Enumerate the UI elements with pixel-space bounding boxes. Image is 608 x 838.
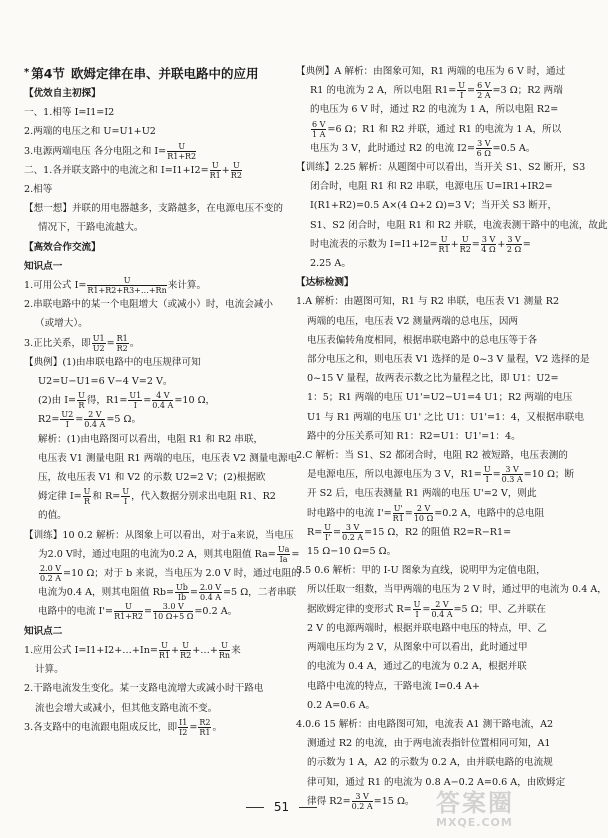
text-segment: 电压为 3 V，此时通过 R2 的电流 I2= bbox=[310, 142, 476, 154]
text-segment: 为2.0 V时，通过电阻的电流为0.2 A，则其电阻值 Ra= bbox=[38, 548, 276, 560]
fraction bbox=[60, 410, 74, 429]
fraction bbox=[483, 465, 492, 484]
text-segment: =15 Ω。 bbox=[373, 795, 415, 807]
numerator: 3 V bbox=[352, 792, 373, 802]
answer-line: 流也会增大或减小，但其他支路电流不变。 bbox=[35, 702, 218, 714]
numerator: U bbox=[87, 276, 166, 286]
answer-line: 2.相等 bbox=[24, 184, 53, 196]
answer-line: I(R1+R2)=0.5 A×(4 Ω+2 Ω)=3 V；当开关 S3 断开， bbox=[310, 200, 558, 212]
denominator: 6 Ω bbox=[476, 148, 491, 158]
text-segment: =10 Ω；断 bbox=[523, 469, 575, 481]
numerator: 3 V bbox=[481, 234, 496, 244]
fraction bbox=[39, 564, 62, 583]
answer-line bbox=[24, 602, 286, 621]
answer-line: （或增大）。 bbox=[35, 318, 88, 330]
answer-line: 2 V 的电源两端时，根据并联电路中电压的特点，甲、乙 bbox=[307, 622, 547, 634]
answer-line bbox=[296, 139, 554, 158]
denominator: 2 A bbox=[477, 91, 491, 101]
section-title bbox=[24, 64, 286, 82]
section-title-text: 欧姆定律在串、并联电路中的应用 bbox=[70, 66, 259, 81]
numerator: 6 V bbox=[477, 81, 491, 91]
text-segment: =3 Ω；R2 两端 bbox=[492, 85, 563, 97]
denominator: 0.4 A bbox=[84, 420, 106, 430]
fraction bbox=[323, 523, 332, 542]
text-segment: = bbox=[492, 469, 501, 481]
denominator: R1 bbox=[392, 513, 404, 523]
numerator: U bbox=[231, 161, 242, 171]
text-segment: ，代入数据分别求出电阻 R1、R2 bbox=[131, 491, 276, 503]
denominator: Rn bbox=[218, 650, 231, 660]
text-segment: + bbox=[221, 164, 230, 176]
answer-line bbox=[24, 410, 286, 429]
fraction bbox=[231, 161, 242, 180]
fraction bbox=[476, 81, 491, 100]
fraction bbox=[414, 504, 433, 523]
text-segment: 3.正比关系，即 bbox=[24, 337, 91, 349]
fraction bbox=[180, 641, 191, 660]
denominator: 4 Ω bbox=[481, 244, 496, 254]
answer-line: 两端电压均为 2 V，从图象中可以看出，此时通过甲 bbox=[307, 642, 528, 654]
numerator: U bbox=[219, 641, 230, 651]
text-segment: =5 Ω；甲、乙并联在 bbox=[453, 603, 546, 615]
fraction bbox=[210, 161, 221, 180]
text-segment: 来 bbox=[231, 644, 241, 656]
answer-line: 情况下，干路电流越大。 bbox=[38, 222, 144, 234]
watermark-url: MXQE.COM bbox=[436, 816, 513, 829]
fraction bbox=[152, 391, 173, 410]
text-segment: 1.应用公式 I=I1+I2+…+In= bbox=[24, 644, 158, 656]
text-segment: 。 bbox=[129, 337, 140, 349]
text-segment: = bbox=[422, 603, 431, 615]
text-segment: 来计算。 bbox=[167, 280, 207, 292]
answer-line: 【训练】2.25 解析：从题图中可以看出，当开关 S1、S2 断开，S3 bbox=[296, 162, 586, 174]
text-segment: 姆定律 I= bbox=[38, 491, 82, 503]
page-number-dash-right bbox=[299, 807, 317, 808]
fraction bbox=[198, 718, 211, 737]
numerator: U bbox=[83, 487, 91, 497]
fraction bbox=[178, 718, 188, 737]
fraction bbox=[153, 602, 193, 621]
text-segment: 。 bbox=[212, 721, 223, 733]
fraction bbox=[393, 504, 404, 523]
answer-line bbox=[24, 161, 286, 180]
denominator: R1+R2+R3+…+Rn bbox=[87, 286, 167, 296]
denominator: I bbox=[460, 91, 464, 101]
fraction bbox=[277, 545, 291, 564]
answer-line: 1：5；R1 两端的电压 U1'=U2−U1=4 U1；R2 两端的电压 bbox=[307, 392, 573, 404]
denominator: 0.2 A bbox=[40, 574, 62, 584]
fraction bbox=[460, 235, 471, 254]
answer-line: 【训练】10 0.2 解析：从图象上可以看出，对于a来说，当电压 bbox=[24, 529, 294, 541]
answer-line bbox=[296, 465, 575, 485]
numerator: U bbox=[159, 641, 170, 651]
answer-line: 【想一想】并联的用电器越多，支路越多，在电源电压不变的 bbox=[24, 203, 284, 215]
text-segment: + bbox=[171, 644, 180, 656]
answer-line: U1 与 R1 两端的电压 U1' 之比 U1：U1'=1：4，又根据串联电 bbox=[307, 411, 584, 423]
denominator: 0.2 A bbox=[342, 532, 364, 542]
answer-line: 2.串联电路中的某一个电阻增大（或减小）时，电流会减小 bbox=[24, 299, 273, 311]
answer-line bbox=[24, 544, 300, 564]
numerator: U bbox=[180, 641, 191, 651]
section-number: 第4节 bbox=[31, 66, 65, 81]
denominator: 1 A bbox=[312, 129, 326, 139]
denominator: R2 bbox=[116, 343, 128, 353]
numerator: I1 bbox=[179, 717, 188, 727]
answer-line bbox=[296, 119, 562, 139]
text-segment: 时电路中的电流 I'= bbox=[307, 507, 392, 519]
text-segment: R2= bbox=[38, 414, 60, 426]
text-segment: 3.各支路中的电流跟电阻成反比，即 bbox=[24, 721, 178, 733]
answer-line: 解析：(1)由电路图可以看出，电阻 R1 和 R2 串联， bbox=[38, 433, 264, 445]
text-segment: = bbox=[404, 507, 413, 519]
text-segment: (2)由 I= bbox=[38, 395, 77, 407]
fraction bbox=[311, 120, 326, 139]
fraction bbox=[431, 600, 452, 619]
answer-line bbox=[296, 235, 554, 254]
numerator: U1 bbox=[92, 333, 105, 343]
page-number-dash-left bbox=[246, 807, 264, 808]
fraction bbox=[121, 487, 130, 506]
numerator: U2 bbox=[61, 410, 74, 420]
answer-line: U2=U−U1=6 V−4 V=2 V。 bbox=[38, 376, 173, 388]
numerator: R2 bbox=[199, 717, 211, 727]
text-segment: =0.5 A。 bbox=[492, 142, 536, 154]
denominator: R bbox=[78, 401, 85, 411]
answer-line: 电压表偏转角度相同，根据串联电路中的总电压等于各 bbox=[307, 334, 538, 346]
numerator: 3 V bbox=[507, 234, 521, 244]
text-segment: 律得 R2= bbox=[307, 795, 351, 807]
answer-line: 所以任取一组数，当甲两端的电压为 2 V 时，通过甲的电流为 0.4 A， bbox=[307, 584, 607, 596]
answer-line bbox=[24, 487, 286, 506]
numerator: U bbox=[458, 81, 466, 91]
denominator: 0.2 A bbox=[351, 801, 373, 811]
numerator: 3 V bbox=[502, 465, 523, 475]
fraction bbox=[87, 276, 166, 295]
text-segment: = bbox=[291, 548, 300, 560]
answer-line bbox=[296, 523, 554, 542]
fraction bbox=[219, 641, 230, 660]
text-segment: = bbox=[75, 414, 84, 426]
denominator: I bbox=[65, 420, 69, 430]
denominator: I bbox=[124, 497, 128, 507]
answer-line: 路中的分压关系可知 R1：R2=U1：U1'=1：4。 bbox=[307, 430, 521, 442]
answer-line: 部分电压之和，则电压表 V1 选择的是 0~3 V 量程，V2 选择的是 bbox=[307, 354, 590, 366]
fraction bbox=[342, 523, 363, 542]
fraction bbox=[439, 235, 450, 254]
fraction bbox=[413, 600, 422, 619]
fraction bbox=[116, 334, 129, 353]
answer-line: 计算。 bbox=[35, 664, 64, 676]
answer-line bbox=[24, 583, 297, 603]
fraction bbox=[159, 641, 170, 660]
fraction bbox=[92, 334, 106, 353]
numerator: Ua bbox=[277, 544, 290, 554]
text-segment: R1 的电流为 2 A，所以电阻 R1= bbox=[310, 85, 457, 97]
fraction bbox=[481, 235, 496, 254]
knowledge-point-2: 知识点二 bbox=[24, 625, 63, 637]
text-segment: = bbox=[106, 337, 115, 349]
text-segment: 1.可用公式 I= bbox=[24, 280, 87, 292]
heading-preview: 【优效自主初探】 bbox=[24, 88, 101, 99]
answer-line: 电路中电流的特点，干路电流 I=0.4 A+ bbox=[307, 680, 480, 692]
text-segment: = bbox=[144, 606, 153, 618]
fraction bbox=[114, 602, 143, 621]
denominator: 10 Ω+5 Ω bbox=[153, 612, 194, 622]
text-segment: =5 Ω。 bbox=[106, 414, 142, 426]
denominator: Ib bbox=[177, 593, 187, 603]
numerator: U bbox=[439, 235, 450, 245]
denominator: R2 bbox=[180, 650, 192, 660]
text-segment: 是电源电压，所以电源电压为 3 V，R1= bbox=[307, 469, 482, 481]
answer-line bbox=[24, 276, 286, 295]
answer-line: 闭合时，电阻 R1 和 R2 串联，电源电压 U=IR1+IR2= bbox=[310, 181, 553, 193]
denominator: 0.3 A bbox=[501, 475, 523, 485]
text-segment: = bbox=[467, 85, 476, 97]
right-column bbox=[296, 62, 608, 811]
text-segment: =6 Ω；R1 和 R2 并联，通过 R1 的电流为 1 A，所以 bbox=[327, 123, 562, 135]
answer-line bbox=[24, 142, 286, 161]
answer-line bbox=[296, 81, 563, 101]
section-star: * bbox=[24, 67, 30, 78]
text-segment: = bbox=[471, 238, 480, 250]
text-segment: R= bbox=[307, 526, 323, 538]
numerator: 3 V bbox=[342, 523, 363, 533]
answer-line: 一、1.相等 I=I1=I2 bbox=[24, 107, 115, 119]
text-segment: + bbox=[497, 238, 506, 250]
denominator: 10 Ω bbox=[413, 513, 434, 523]
denominator: I bbox=[133, 401, 137, 411]
denominator: 0.4 A bbox=[431, 609, 453, 619]
text-segment: =0.2 A。 bbox=[194, 606, 238, 618]
answer-line: 1.A 解析：由题图可知，R1 与 R2 串联，电压表 V1 测量 R2 bbox=[296, 296, 560, 308]
answer-line: 3.5 0.6 解析：甲的 I-U 图象为直线，说明甲为定值电阻， bbox=[296, 565, 546, 577]
denominator: 0.4 A bbox=[199, 593, 222, 603]
text-segment: = bbox=[189, 587, 198, 599]
text-segment: =10 Ω， bbox=[174, 395, 216, 407]
text-segment: = bbox=[522, 238, 531, 250]
answer-line: 的示数为 1 A，A2 的示数为 0.2 A，由并联电路的电流规 bbox=[307, 757, 553, 769]
text-segment: 电路中的电流 I'= bbox=[38, 606, 114, 618]
text-segment: = bbox=[143, 395, 152, 407]
text-segment: =5 Ω，二者串联 bbox=[223, 587, 297, 599]
answer-line bbox=[24, 334, 286, 353]
answer-line: 开 S2 后，电压表测量 R1 两端的电压 U'=2 V，则此 bbox=[307, 488, 537, 500]
numerator: 2 V bbox=[431, 600, 452, 610]
answer-line: 2.25 A。 bbox=[310, 258, 351, 270]
answer-line: 的电流为 0.4 A，通过乙的电流为 0.2 A，根据并联 bbox=[307, 661, 527, 673]
answer-line: 4.0.6 15 解析：由电路图可知，电流表 A1 测干路电流，A2 bbox=[296, 718, 554, 730]
fraction bbox=[476, 139, 491, 158]
denominator: R bbox=[84, 497, 91, 507]
answer-line: 2.C 解析：当 S1、S2 都闭合时，电阻 R2 被短路，电压表测的 bbox=[296, 450, 568, 462]
numerator: 3.0 V bbox=[153, 602, 193, 612]
text-segment: =10 Ω；对于 b 来说，当电压为 2.0 V 时，通过电阻的 bbox=[63, 568, 301, 580]
watermark-logo bbox=[436, 790, 556, 834]
denominator: R1+R2 bbox=[114, 612, 144, 622]
numerator: U bbox=[483, 465, 491, 475]
text-segment: 二、1.各并联支路中的电流之和 I=I1+I2= bbox=[24, 164, 209, 176]
numerator: 4 V bbox=[152, 391, 173, 401]
text-segment: 得，R1= bbox=[86, 395, 128, 407]
watermark-text: 答案圈 bbox=[436, 789, 514, 817]
numerator: R1 bbox=[116, 333, 128, 343]
answer-line bbox=[24, 718, 286, 737]
fraction bbox=[457, 81, 466, 100]
knowledge-point-1: 知识点一 bbox=[24, 260, 63, 272]
denominator: R1 bbox=[199, 727, 211, 737]
fraction bbox=[128, 391, 142, 410]
answer-line: 的电压为 6 V 时，通过 R2 的电流为 1 A，所以电阻 R2= bbox=[310, 104, 559, 116]
numerator: 3 V bbox=[477, 138, 491, 148]
left-column bbox=[24, 84, 301, 737]
numerator: 6 V bbox=[312, 119, 326, 129]
numerator: U1 bbox=[129, 391, 142, 401]
numerator: U bbox=[78, 391, 85, 401]
denominator: Ia bbox=[279, 554, 288, 564]
answer-line bbox=[24, 391, 286, 410]
numerator: U bbox=[114, 602, 143, 612]
numerator: 2.0 V bbox=[199, 583, 222, 593]
answer-line: 测通过 R2 的电流，由于两电流表指针位置相同可知，A1 bbox=[307, 738, 551, 750]
answer-line: 2.两端的电压之和 U=U1+U2 bbox=[24, 126, 156, 138]
text-segment: 时电流表的示数为 I=I1+I2= bbox=[310, 238, 438, 250]
fraction bbox=[506, 235, 521, 254]
numerator: U bbox=[210, 161, 221, 171]
denominator: R1 bbox=[158, 650, 171, 660]
text-segment: 据欧姆定律的变形式 R= bbox=[307, 603, 412, 615]
numerator: 2 V bbox=[84, 410, 105, 420]
fraction bbox=[175, 583, 189, 602]
denominator: I bbox=[485, 475, 489, 485]
text-segment: 3.电源两端电压 各分电阻之和 I= bbox=[24, 145, 167, 157]
fraction bbox=[77, 391, 86, 410]
fraction bbox=[199, 583, 222, 602]
answer-line: 15 Ω−10 Ω=5 Ω。 bbox=[307, 546, 397, 558]
numerator: U bbox=[167, 142, 196, 152]
answer-line: 【典例】A 解析：由图象可知，R1 两端的电压为 6 V 时，通过 bbox=[296, 66, 566, 77]
answer-line bbox=[24, 641, 286, 660]
text-segment: + bbox=[450, 238, 459, 250]
denominator: I2 bbox=[179, 727, 188, 737]
numerator: U bbox=[324, 522, 332, 532]
answer-line bbox=[296, 504, 554, 523]
denominator: U2 bbox=[92, 343, 105, 353]
numerator: 2 V bbox=[414, 504, 433, 514]
answer-line: 2.干路电流发生变化。某一支路电流增大或减小时干路电 bbox=[24, 683, 264, 695]
denominator: R1+R2 bbox=[167, 151, 197, 161]
answer-line: S1、S2 闭合时，电阻 R1 和 R2 并联，电流表测干路中的电流，故此 bbox=[310, 219, 608, 231]
answer-line: 压，故电压表 V1 和 V2 的示数 U2=2 V；(2)根据欧 bbox=[38, 472, 266, 484]
fraction bbox=[83, 487, 92, 506]
heading-check: 【达标检测】 bbox=[296, 277, 354, 289]
answer-line: 两端的电压，电压表 V2 测量两端的总电压，因两 bbox=[307, 315, 519, 327]
denominator: I bbox=[415, 609, 419, 619]
text-segment: =0.2 A，电路中的总电阻 bbox=[434, 507, 545, 519]
numerator: U bbox=[122, 487, 130, 497]
answer-line: 电压表 V1 测量电阻 R1 两端的电压，电压表 V2 测量电源电 bbox=[38, 452, 298, 464]
denominator: 2 Ω bbox=[506, 244, 522, 254]
page-number-text: 51 bbox=[273, 800, 290, 814]
text-segment: 和 R= bbox=[92, 491, 121, 503]
answer-line: 0~15 V 量程，故两表示数之比为量程之比，即 U1：U2= bbox=[307, 373, 559, 385]
answer-line: 律可知，通过 R1 的电流为 0.8 A−0.2 A=0.6 A，由欧姆定 bbox=[307, 776, 566, 788]
fraction bbox=[84, 410, 105, 429]
numerator: U bbox=[460, 235, 471, 245]
text-segment: = bbox=[333, 526, 342, 538]
numerator: U bbox=[413, 599, 421, 609]
denominator: R2 bbox=[230, 170, 242, 180]
text-segment: = bbox=[189, 721, 198, 733]
denominator: R1 bbox=[209, 170, 221, 180]
numerator: Ub bbox=[176, 583, 188, 593]
text-segment: 电流为0.4 A，则其电阻值 Rb= bbox=[38, 587, 175, 599]
answer-line: 0.2 A=0.6 A。 bbox=[307, 699, 376, 711]
denominator: R2 bbox=[459, 244, 471, 254]
text-segment: +…+ bbox=[192, 644, 218, 656]
fraction bbox=[502, 465, 523, 484]
numerator: U' bbox=[393, 503, 403, 513]
denominator: 0.4 A bbox=[152, 401, 174, 411]
heading-cooperation: 【高效合作交流】 bbox=[24, 241, 101, 253]
answer-line bbox=[24, 564, 301, 584]
text-segment: =15 Ω，R2 的阻值 R2=R−R1= bbox=[364, 526, 512, 538]
denominator: I' bbox=[324, 532, 331, 542]
denominator: R1 bbox=[438, 244, 450, 254]
numerator: 2.0 V bbox=[40, 564, 62, 574]
answer-line bbox=[296, 600, 554, 619]
answer-line: 【典例】(1)由串联电路中的电压规律可知 bbox=[24, 356, 201, 368]
answer-line: 的值。 bbox=[38, 510, 67, 522]
fraction bbox=[167, 142, 196, 161]
